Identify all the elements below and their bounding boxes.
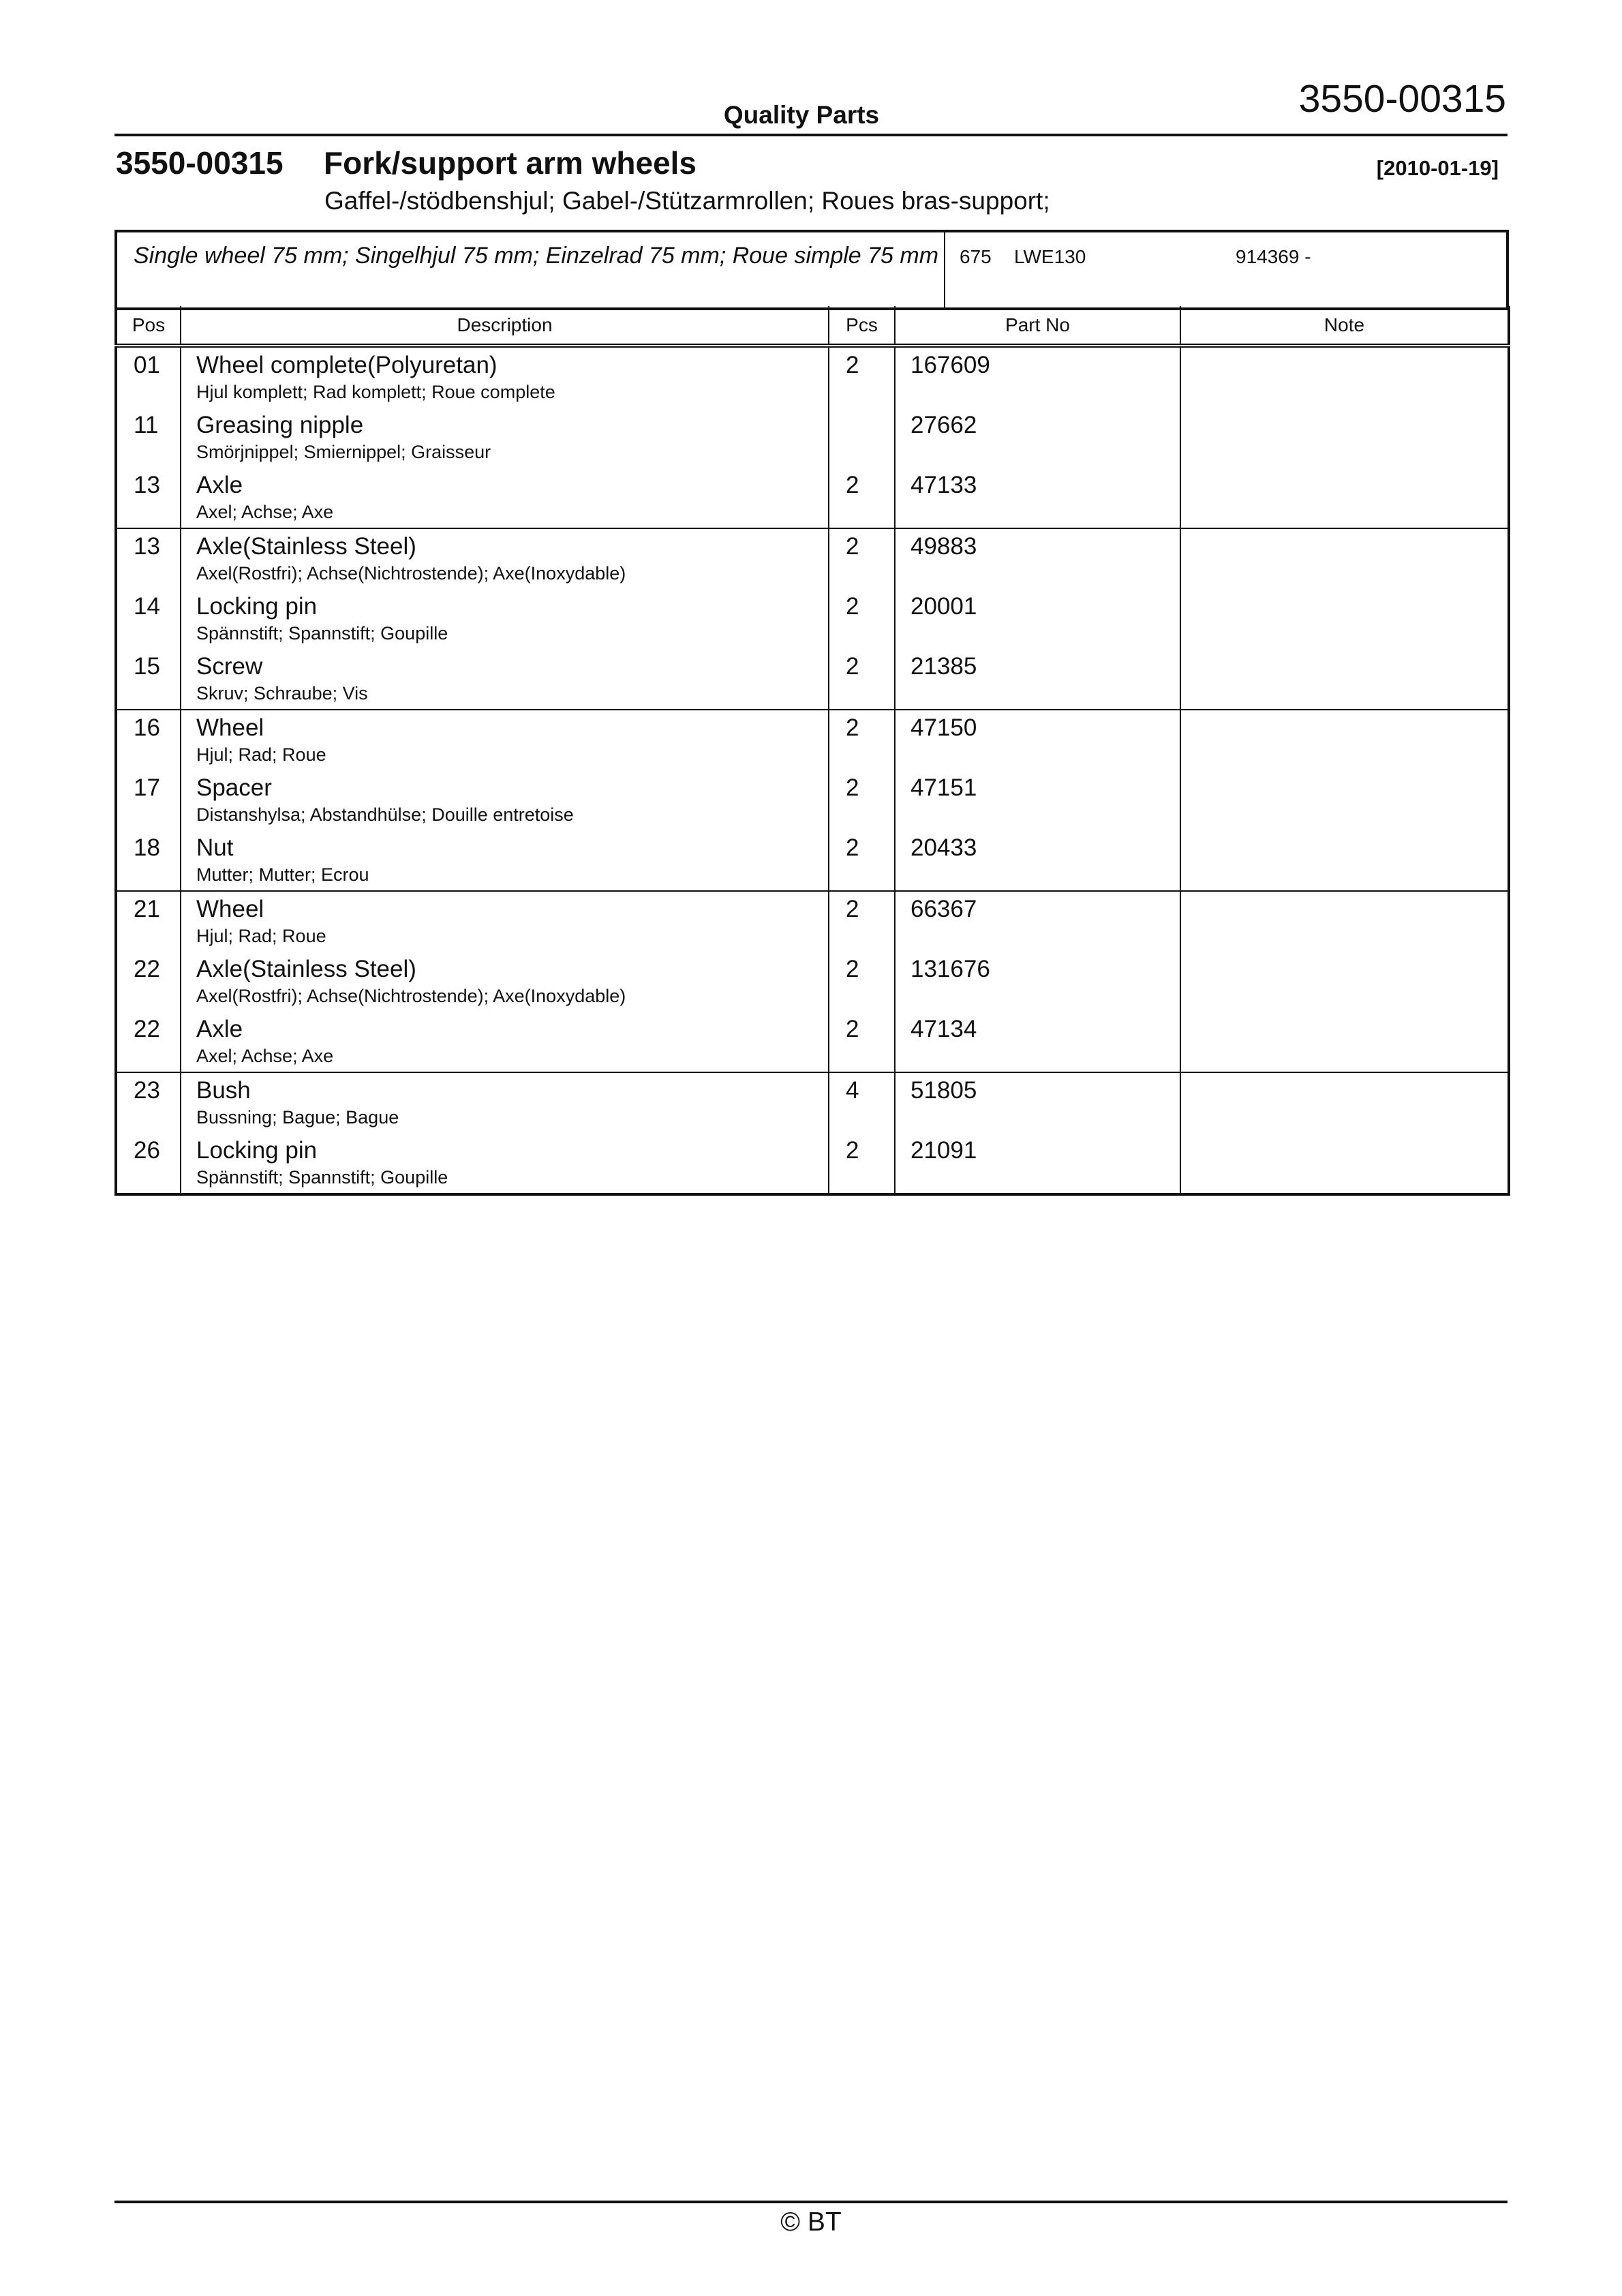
- column-header-partno: Part No: [895, 306, 1180, 346]
- pos-value: 18: [134, 834, 160, 861]
- pcs-value: 4: [846, 1077, 859, 1104]
- note-value: [1181, 770, 1508, 774]
- cell-pcs: [829, 346, 895, 408]
- column-header-note: Note: [1180, 306, 1509, 346]
- cell-description: [181, 408, 829, 468]
- note-value: [1181, 892, 1508, 896]
- assembly-code-2: LWE130: [1014, 246, 1086, 267]
- cell-note: [1180, 649, 1509, 710]
- cell-description: [181, 830, 829, 891]
- note-value: [1181, 952, 1508, 956]
- cell-partno: [895, 468, 1180, 528]
- cell-pcs: [829, 1012, 895, 1072]
- note-value: [1181, 348, 1508, 352]
- part-name: Bush: [196, 1077, 251, 1104]
- cell-pos: [116, 589, 181, 649]
- pos-value: 01: [134, 352, 160, 378]
- cell-pcs: [829, 468, 895, 528]
- cell-pcs: [829, 710, 895, 770]
- pcs-value: 2: [846, 956, 859, 982]
- cell-partno: [895, 528, 1180, 589]
- note-value: [1181, 408, 1508, 412]
- cell-partno: [895, 1012, 1180, 1072]
- part-translations: Skruv; Schraube; Vis: [196, 683, 368, 704]
- pos-value: 16: [134, 714, 160, 741]
- part-name: Axle(Stainless Steel): [196, 956, 416, 982]
- table-row: [116, 408, 1509, 468]
- cell-pcs: [829, 830, 895, 891]
- cell-pcs: [829, 649, 895, 710]
- pcs-value: 2: [846, 1016, 859, 1042]
- cell-description: [181, 1012, 829, 1072]
- cell-pcs: [829, 589, 895, 649]
- footer-divider: [114, 2201, 1508, 2203]
- header-divider: [114, 134, 1508, 136]
- part-translations: Hjul; Rad; Roue: [196, 744, 326, 765]
- footer-copyright: © BT: [780, 2207, 842, 2237]
- parts-table-body: [116, 346, 1509, 1194]
- table-row: [116, 891, 1509, 952]
- note-value: [1181, 468, 1508, 472]
- page-title: Fork/support arm wheels: [324, 145, 697, 181]
- part-number: 51805: [911, 1077, 977, 1104]
- assembly-code-1: 675: [960, 246, 992, 267]
- pos-value: 22: [134, 1016, 160, 1042]
- part-number: 47150: [911, 714, 977, 741]
- cell-partno: [895, 649, 1180, 710]
- cell-description: [181, 710, 829, 770]
- part-name: Greasing nipple: [196, 412, 364, 438]
- cell-pos: [116, 1012, 181, 1072]
- pcs-value: [829, 408, 894, 412]
- part-number: 167609: [911, 352, 990, 378]
- cell-partno: [895, 1072, 1180, 1133]
- note-value: [1181, 1073, 1508, 1077]
- table-row: [116, 1133, 1509, 1194]
- pos-value: 21: [134, 896, 160, 922]
- table-row: [116, 710, 1509, 770]
- cell-description: [181, 891, 829, 952]
- part-name: Locking pin: [196, 593, 318, 620]
- table-row: [116, 952, 1509, 1012]
- pos-value: 13: [134, 533, 160, 560]
- pos-value: 13: [134, 472, 160, 498]
- cell-pcs: [829, 1133, 895, 1194]
- part-number: 47133: [911, 472, 977, 498]
- table-row: [116, 589, 1509, 649]
- table-row: [116, 346, 1509, 408]
- page-title-number: 3550-00315: [116, 145, 284, 181]
- table-row: [116, 770, 1509, 830]
- cell-description: [181, 468, 829, 528]
- part-number: 20001: [911, 593, 977, 620]
- pcs-value: 2: [846, 653, 859, 680]
- cell-pos: [116, 528, 181, 589]
- column-header-description: Description: [181, 306, 829, 346]
- cell-pos: [116, 408, 181, 468]
- page-subtitle: Gaffel-/stödbenshjul; Gabel-/Stützarmrollen; Roues bras-support;: [324, 187, 1050, 215]
- cell-note: [1180, 468, 1509, 528]
- cell-partno: [895, 952, 1180, 1012]
- pcs-value: 2: [846, 1137, 859, 1164]
- cell-partno: [895, 770, 1180, 830]
- cell-pcs: [829, 891, 895, 952]
- cell-description: [181, 649, 829, 710]
- cell-note: [1180, 1012, 1509, 1072]
- cell-note: [1180, 408, 1509, 468]
- part-name: Axle: [196, 1016, 243, 1042]
- note-value: [1181, 529, 1508, 533]
- column-header-pcs: Pcs: [829, 306, 895, 346]
- cell-partno: [895, 1133, 1180, 1194]
- part-translations: Axel; Achse; Axe: [196, 502, 334, 522]
- table-row: [116, 1072, 1509, 1133]
- pos-value: 17: [134, 774, 160, 801]
- cell-note: [1180, 589, 1509, 649]
- column-header-pos: Pos: [116, 306, 181, 346]
- page-date: [2010-01-19]: [1376, 156, 1499, 180]
- part-number: 21385: [911, 653, 977, 680]
- cell-description: [181, 1072, 829, 1133]
- cell-description: [181, 589, 829, 649]
- cell-note: [1180, 770, 1509, 830]
- part-number: 21091: [911, 1137, 977, 1164]
- part-name: Nut: [196, 834, 234, 861]
- note-value: [1181, 710, 1508, 714]
- part-translations: Hjul komplett; Rad komplett; Roue complete: [196, 382, 555, 402]
- cell-description: [181, 770, 829, 830]
- table-row: [116, 528, 1509, 589]
- pcs-value: 2: [846, 774, 859, 801]
- cell-pos: [116, 891, 181, 952]
- cell-partno: [895, 589, 1180, 649]
- pos-value: 23: [134, 1077, 160, 1104]
- cell-pos: [116, 710, 181, 770]
- pcs-value: 2: [846, 533, 859, 560]
- part-translations: Smörjnippel; Smiernippel; Graisseur: [196, 442, 491, 462]
- part-translations: Axel(Rostfri); Achse(Nichtrostende); Axe(Inoxydable): [196, 986, 626, 1006]
- part-translations: Spännstift; Spannstift; Goupille: [196, 623, 448, 644]
- assembly-code-3: 914369 -: [1236, 246, 1311, 267]
- part-name: Wheel: [196, 896, 264, 922]
- part-translations: Hjul; Rad; Roue: [196, 926, 326, 946]
- part-number: 27662: [911, 412, 977, 438]
- pos-value: 15: [134, 653, 160, 680]
- cell-pcs: [829, 952, 895, 1012]
- part-name: Wheel: [196, 714, 264, 741]
- part-number: 47134: [911, 1016, 977, 1042]
- cell-pcs: [829, 770, 895, 830]
- part-name: Axle: [196, 472, 243, 498]
- note-value: [1181, 1133, 1508, 1137]
- cell-note: [1180, 346, 1509, 408]
- cell-pos: [116, 952, 181, 1012]
- assembly-description: Single wheel 75 mm; Singelhjul 75 mm; Einzelrad 75 mm; Roue simple 75 mm: [134, 243, 939, 269]
- pcs-value: 2: [846, 472, 859, 498]
- part-translations: Axel(Rostfri); Achse(Nichtrostende); Axe(Inoxydable): [196, 563, 626, 584]
- cell-pcs: [829, 408, 895, 468]
- cell-description: [181, 952, 829, 1012]
- cell-partno: [895, 346, 1180, 408]
- part-number: 66367: [911, 896, 977, 922]
- part-translations: Distanshylsa; Abstandhülse; Douille entretoise: [196, 804, 574, 825]
- part-translations: Spännstift; Spannstift; Goupille: [196, 1167, 448, 1188]
- note-value: [1181, 830, 1508, 834]
- parts-table: [114, 306, 1510, 1196]
- cell-pos: [116, 468, 181, 528]
- cell-description: [181, 1133, 829, 1194]
- pos-value: 22: [134, 956, 160, 982]
- part-name: Locking pin: [196, 1137, 318, 1164]
- header-title: Quality Parts: [723, 101, 880, 129]
- cell-note: [1180, 528, 1509, 589]
- cell-pos: [116, 1072, 181, 1133]
- part-name: Screw: [196, 653, 263, 680]
- cell-note: [1180, 952, 1509, 1012]
- part-translations: Axel; Achse; Axe: [196, 1046, 334, 1066]
- part-name: Axle(Stainless Steel): [196, 533, 416, 560]
- cell-note: [1180, 1133, 1509, 1194]
- note-value: [1181, 1012, 1508, 1016]
- part-number: 131676: [911, 956, 990, 982]
- cell-partno: [895, 408, 1180, 468]
- cell-note: [1180, 830, 1509, 891]
- cell-partno: [895, 830, 1180, 891]
- cell-pos: [116, 346, 181, 408]
- pos-value: 11: [134, 412, 159, 438]
- cell-note: [1180, 710, 1509, 770]
- cell-note: [1180, 891, 1509, 952]
- assembly-info-box: [114, 230, 1509, 310]
- cell-description: [181, 346, 829, 408]
- part-number: 49883: [911, 533, 977, 560]
- part-translations: Bussning; Bague; Bague: [196, 1107, 399, 1128]
- cell-pos: [116, 830, 181, 891]
- table-header-row: [116, 306, 1509, 346]
- pcs-value: 2: [846, 896, 859, 922]
- table-row: [116, 830, 1509, 891]
- cell-pos: [116, 770, 181, 830]
- cell-note: [1180, 1072, 1509, 1133]
- part-name: Wheel complete(Polyuretan): [196, 352, 498, 378]
- cell-pcs: [829, 1072, 895, 1133]
- info-box-divider: [944, 232, 945, 307]
- cell-partno: [895, 891, 1180, 952]
- note-value: [1181, 649, 1508, 653]
- pos-value: 26: [134, 1137, 160, 1164]
- table-row: [116, 649, 1509, 710]
- part-number: 47151: [911, 774, 977, 801]
- pcs-value: 2: [846, 352, 859, 378]
- cell-pos: [116, 649, 181, 710]
- pcs-value: 2: [846, 834, 859, 861]
- pcs-value: 2: [846, 714, 859, 741]
- pcs-value: 2: [846, 593, 859, 620]
- pos-value: 14: [134, 593, 160, 620]
- part-name: Spacer: [196, 774, 272, 801]
- note-value: [1181, 589, 1508, 593]
- part-translations: Mutter; Mutter; Ecrou: [196, 864, 369, 885]
- cell-pos: [116, 1133, 181, 1194]
- cell-partno: [895, 710, 1180, 770]
- header-doc-number: 3550-00315: [1298, 77, 1506, 121]
- part-number: 20433: [911, 834, 977, 861]
- cell-pcs: [829, 528, 895, 589]
- table-row: [116, 468, 1509, 528]
- cell-description: [181, 528, 829, 589]
- table-row: [116, 1012, 1509, 1072]
